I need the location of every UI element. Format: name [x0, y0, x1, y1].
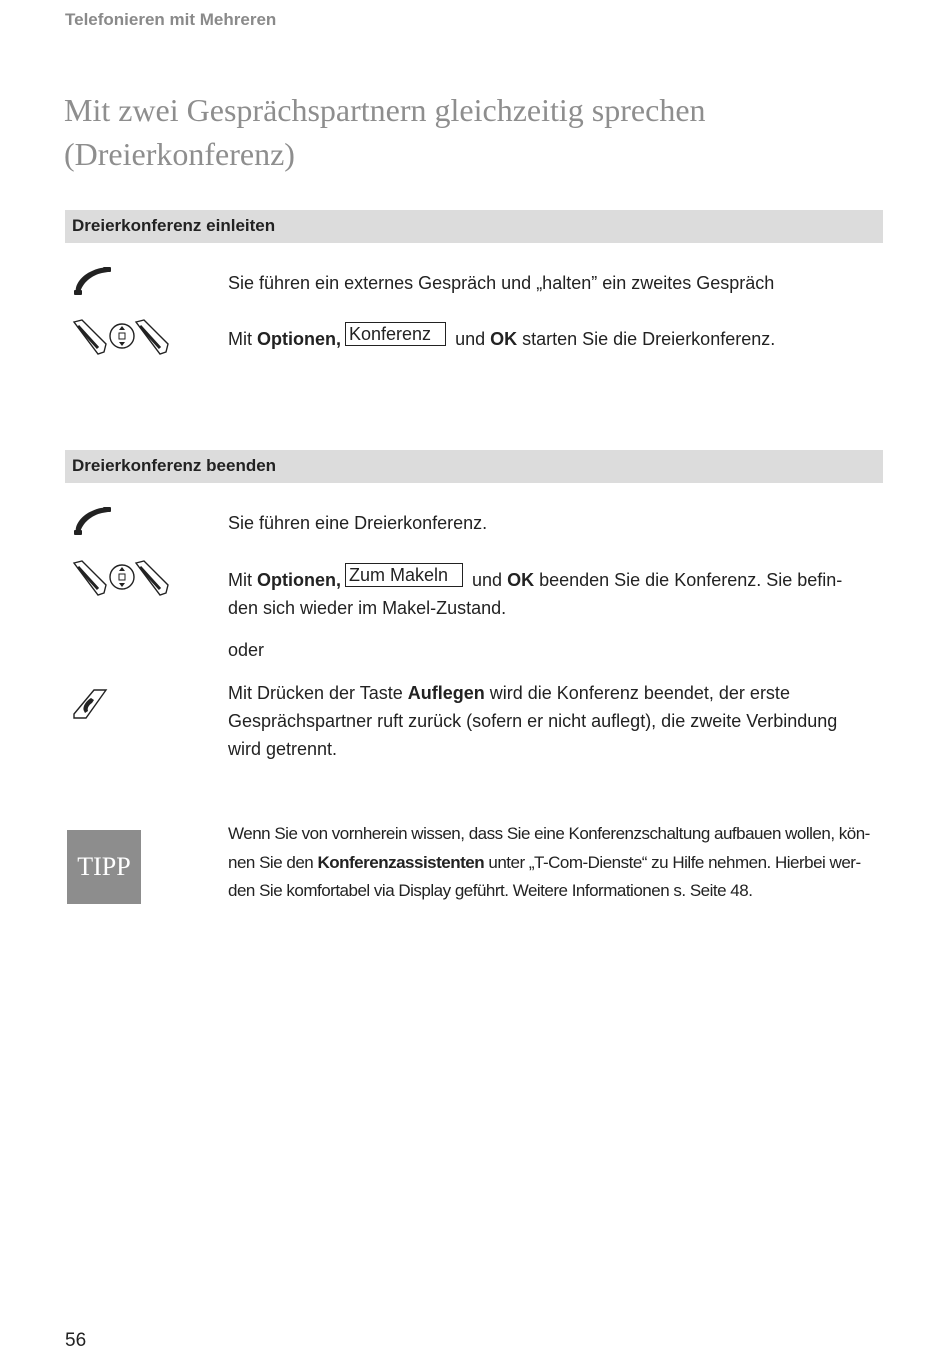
page-number: 56 [65, 1330, 87, 1351]
running-head: Telefonieren mit Mehreren [65, 10, 277, 29]
handset-icon [70, 265, 114, 302]
step-text [228, 566, 842, 622]
section-heading-beenden [65, 450, 883, 483]
softkey-navigation-softkey-icon [72, 559, 172, 602]
step-text: Sie führen ein externes Gespräch und „halten” ein zweites Gespräch [228, 273, 775, 293]
display-menu-item: Konferenz [345, 322, 446, 346]
text-fragment: und [450, 329, 491, 349]
text-fragment: nen Sie den [228, 852, 318, 872]
step-text [228, 325, 775, 353]
section-heading-einleiten [65, 210, 883, 243]
key-label: Auflegen [407, 683, 485, 703]
text-fragment: wird die Konferenz beendet, der erste [484, 683, 790, 703]
step-line [228, 566, 842, 594]
tipp-line [228, 849, 888, 878]
page-title-line2: (Dreierkonferenz) [64, 136, 295, 172]
tipp-text [228, 820, 888, 906]
handset-icon [70, 505, 114, 542]
oder-text: oder [228, 640, 265, 660]
softkey-navigation-softkey-icon [72, 318, 172, 361]
step-line: wird getrennt. [228, 739, 338, 759]
text-fragment: Mit [228, 329, 257, 349]
feature-name: Konferenzassistenten [317, 852, 485, 872]
step-text: Sie führen eine Dreierkonferenz. [228, 513, 488, 533]
tipp-line: den Sie komfortabel via Display geführt. Weitere Informationen s. Seite 48. [228, 881, 753, 900]
text-fragment: Mit [228, 570, 257, 590]
step-line: den sich wieder im Makel-Zustand. [228, 598, 507, 618]
menu-label: Optionen, [257, 329, 341, 349]
text-fragment: unter „T-Com-Dienste“ zu Hilfe nehmen. Hierbei wer- [484, 852, 861, 872]
hang-up-key-icon [72, 686, 108, 727]
text-fragment: und [467, 570, 508, 590]
key-label: OK [507, 570, 535, 590]
step-line [228, 679, 837, 707]
step-line: Gesprächspartner ruft zurück (sofern er nicht auflegt), die zweite Verbindung [228, 711, 838, 731]
menu-label: Optionen, [257, 570, 341, 590]
page-title-line1: Mit zwei Gesprächspartnern gleichzeitig sprechen [64, 92, 706, 128]
tipp-line: Wenn Sie von vornherein wissen, dass Sie eine Konferenzschaltung aufbauen wollen, kön- [228, 824, 870, 843]
section-heading-label: Dreierkonferenz einleiten [72, 216, 276, 235]
tipp-badge: TIPP [67, 830, 141, 904]
display-menu-item: Zum Makeln [345, 563, 463, 587]
key-label: OK [490, 329, 518, 349]
page-title [64, 88, 706, 176]
text-fragment: Mit Drücken der Taste [228, 683, 408, 703]
section-heading-label: Dreierkonferenz beenden [72, 456, 277, 475]
text-fragment: starten Sie die Dreierkonferenz. [517, 329, 776, 349]
text-fragment: beenden Sie die Konferenz. Sie befin- [534, 570, 843, 590]
step-text [228, 679, 837, 763]
